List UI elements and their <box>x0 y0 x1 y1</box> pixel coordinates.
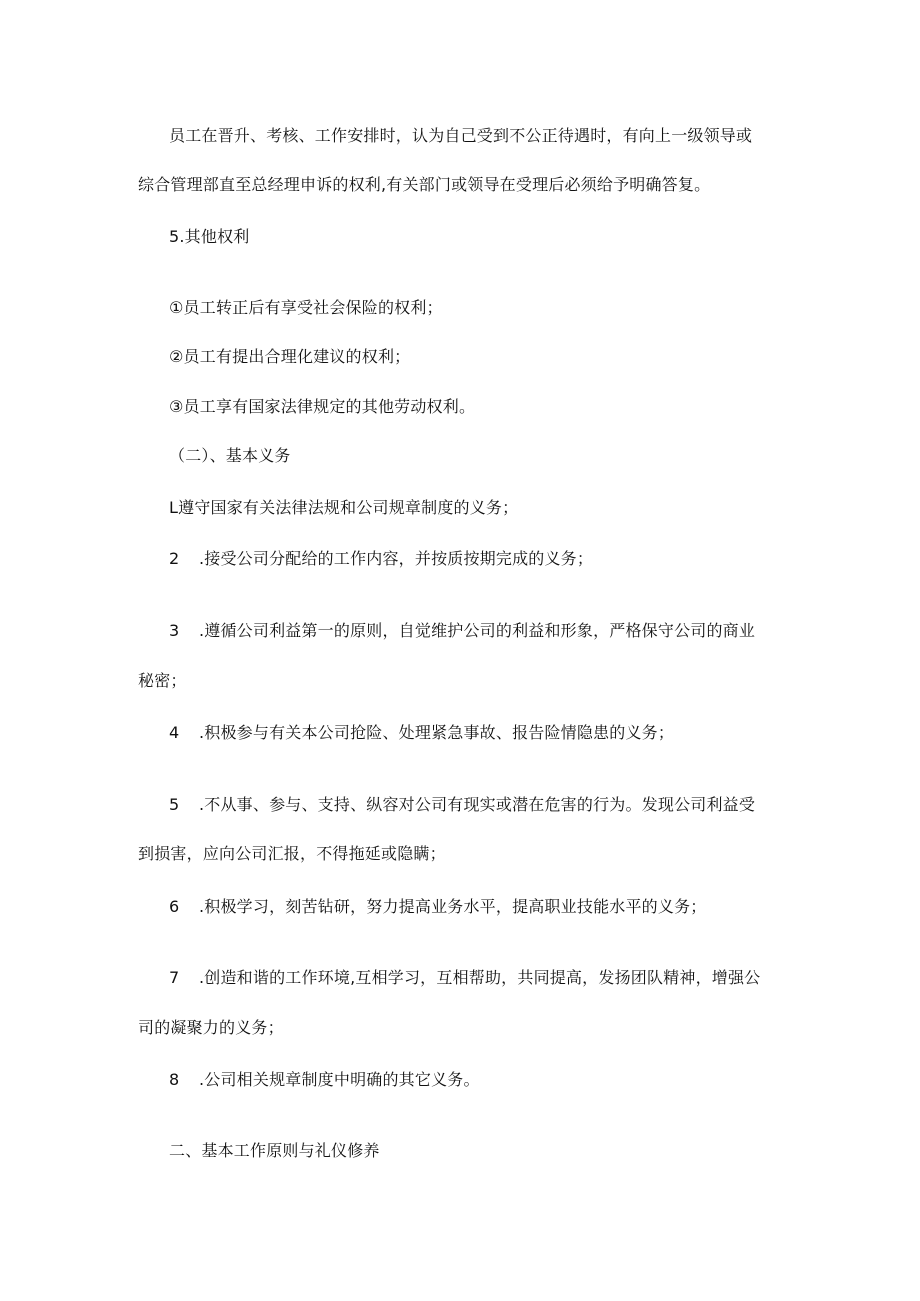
obligation-number: 4 <box>169 723 180 742</box>
obligation-text: .遵循公司利益第一的原则，自觉维护公司的利益和形象，严格保守公司的商业 <box>199 621 756 640</box>
obligation-number: 5 <box>169 795 180 814</box>
obligation-1: L遵守国家有关法律法规和公司规章制度的义务； <box>169 498 519 517</box>
obligation-number: 8 <box>169 1070 180 1089</box>
heading-basic-obligations: （二）、基本义务 <box>169 446 291 465</box>
obligation-text: .创造和谐的工作环境,互相学习，互相帮助，共同提高，发扬团队精神，增强公 <box>199 968 761 987</box>
list-item-labor-rights: ③员工享有国家法律规定的其他劳动权利。 <box>169 397 476 416</box>
obligation-text: .不从事、参与、支持、纵容对公司有现实或潜在危害的行为。发现公司利益受 <box>199 795 756 814</box>
obligation-number: 3 <box>169 621 180 640</box>
obligation-3-line-2: 秘密； <box>138 671 187 690</box>
paragraph-appeal-line-1: 员工在晋升、考核、工作安排时，认为自己受到不公正待遇时，有向上一级领导或 <box>169 126 753 145</box>
obligation-7-line-2: 司的凝聚力的义务； <box>138 1018 284 1037</box>
obligation-2 <box>169 548 593 570</box>
obligation-3-line-1 <box>169 620 755 642</box>
obligation-6 <box>169 896 707 918</box>
obligation-8 <box>169 1069 480 1091</box>
obligation-text: .接受公司分配给的工作内容，并按质按期完成的义务； <box>199 549 594 568</box>
obligation-text: .积极学习，刻苦钻研，努力提高业务水平，提高职业技能水平的义务； <box>199 897 707 916</box>
obligation-5-line-2: 到损害，应向公司汇报，不得拖延或隐瞒； <box>138 844 446 863</box>
list-item-social-insurance: ①员工转正后有享受社会保险的权利； <box>169 298 443 317</box>
obligation-7-line-1 <box>169 967 760 989</box>
obligation-text: .公司相关规章制度中明确的其它义务。 <box>199 1070 480 1089</box>
obligation-number: 6 <box>169 897 180 916</box>
list-item-suggestions: ②员工有提出合理化建议的权利； <box>169 347 411 366</box>
obligation-5-line-1 <box>169 794 755 816</box>
obligation-number: 2 <box>169 549 180 568</box>
obligation-number: 7 <box>169 968 180 987</box>
paragraph-appeal-line-2: 综合管理部直至总经理申诉的权利,有关部门或领导在受理后必须给予明确答复。 <box>138 175 711 194</box>
obligation-text: .积极参与有关本公司抢险、处理紧急事故、报告险情隐患的义务； <box>199 723 675 742</box>
section-heading-principles: 二、基本工作原则与礼仪修养 <box>169 1141 380 1160</box>
obligation-4 <box>169 722 674 744</box>
heading-other-rights: 5.其他权利 <box>169 227 250 246</box>
